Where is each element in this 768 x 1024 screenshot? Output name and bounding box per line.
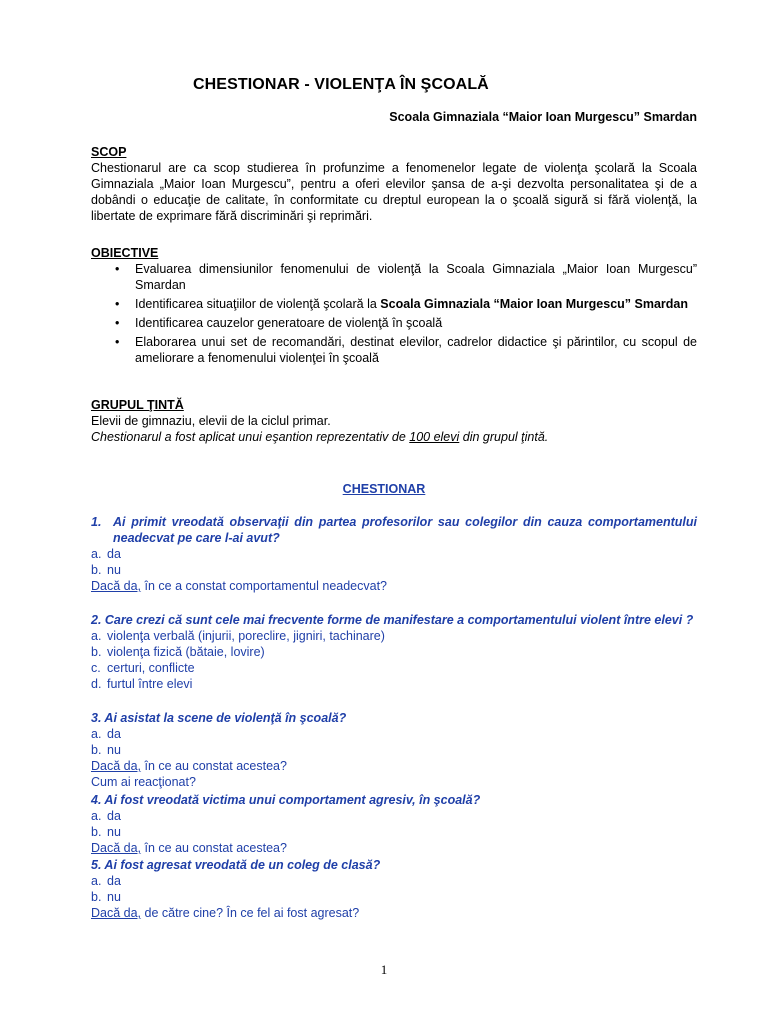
school-name: Scoala Gimnaziala “Maior Ioan Murgescu” Smardan — [389, 110, 697, 124]
option-a: a. violenţa verbală (injurii, poreclire, jigniri, tachinare) — [91, 629, 385, 643]
grup-heading: GRUPUL ŢINTĂ — [91, 398, 184, 412]
follow-up-extra: Cum ai reacţionat? — [91, 775, 196, 789]
follow-up: Dacă da, în ce au constat acestea? — [91, 841, 287, 855]
option-b: b. nu — [91, 825, 121, 839]
question-2 — [91, 612, 697, 692]
question-text: 5. Ai fost agresat vreodată de un coleg de clasă? — [91, 858, 381, 872]
option-b: b. nu — [91, 890, 121, 904]
option-b: b. nu — [91, 743, 121, 757]
obiectiv-item: • Evaluarea dimensiunilor fenomenului de violenţă la Scoala Gimnaziala „Maior Ioan Murgescu” Smardan — [91, 261, 697, 293]
chestionar-heading: CHESTIONAR — [342, 482, 426, 496]
page-number: 1 — [380, 962, 388, 977]
obiectiv-item: • Identificarea situaţiilor de violenţă şcolară la Scoala Gimnaziala “Maior Ioan Murgescu” Smardan — [91, 296, 697, 312]
scop-section — [91, 144, 697, 224]
question-text: 2. Care crezi că sunt cele mai frecvente forme de manifestare a comportamentului violent între elevi ? — [91, 613, 694, 627]
question-5 — [91, 857, 697, 921]
document-title: CHESTIONAR - VIOLENŢA ÎN ŞCOALĂ — [193, 76, 489, 93]
question-3 — [91, 710, 697, 790]
question-text: 3. Ai asistat la scene de violenţă în şcoală? — [91, 711, 347, 725]
option-a: a. da — [91, 809, 121, 823]
option-a: a. da — [91, 727, 121, 741]
obiectiv-item: • Identificarea cauzelor generatoare de violenţă în şcoală — [91, 315, 697, 331]
grup-section — [91, 397, 697, 445]
option-b: b. nu — [91, 563, 121, 577]
obiectiv-item: • Elaborarea unui set de recomandări, destinat elevilor, cadrelor didactice şi părintilor, cu scopul de ameliorare a fenomenului violenţei în şcoală — [91, 334, 697, 366]
option-c: c. certuri, conflicte — [91, 661, 195, 675]
obiective-section — [91, 245, 697, 367]
obiective-heading: OBIECTIVE — [91, 246, 159, 260]
follow-up: Dacă da, în ce au constat acestea? — [91, 759, 287, 773]
option-a: a. da — [91, 547, 121, 561]
question-text: 1. Ai primit vreodată observaţii din partea profesorilor sau colegilor din cauza comportamentului neadecvat pe care l-ai avut? — [91, 515, 697, 545]
obiective-list — [91, 261, 697, 366]
option-d: d. furtul între elevi — [91, 677, 193, 691]
follow-up: Dacă da, în ce a constat comportamentul neadecvat? — [91, 579, 388, 593]
question-text: 4. Ai fost vreodată victima unui comportament agresiv, în şcoală? — [91, 793, 481, 807]
scop-heading: SCOP — [91, 145, 127, 159]
grup-line-2: Chestionarul a fost aplicat unui eşantion reprezentativ de 100 elevi din grupul ţintă. — [91, 430, 549, 444]
option-b: b. violenţa fizică (bătaie, lovire) — [91, 645, 265, 659]
scop-text: Chestionarul are ca scop studierea în profunzime a fenomenelor legate de violenţa şcolară la Scoala Gimnaziala „Maior Ioan Murgescu”, pentru a oferi elevilor şansa de a-şi dezvolta personalitatea şi de a dobândi o educaţie de calitate, în conformitate cu dreptul european la o şcoală sigură si fără violenţă, la libertate de exprimare fără discriminări şi reprimări. — [91, 161, 697, 223]
grup-line-1: Elevii de gimnaziu, elevii de la ciclul primar. — [91, 414, 331, 428]
follow-up: Dacă da, de către cine? În ce fel ai fost agresat? — [91, 906, 360, 920]
question-4 — [91, 792, 697, 856]
question-1 — [91, 514, 697, 594]
option-a: a. da — [91, 874, 121, 888]
